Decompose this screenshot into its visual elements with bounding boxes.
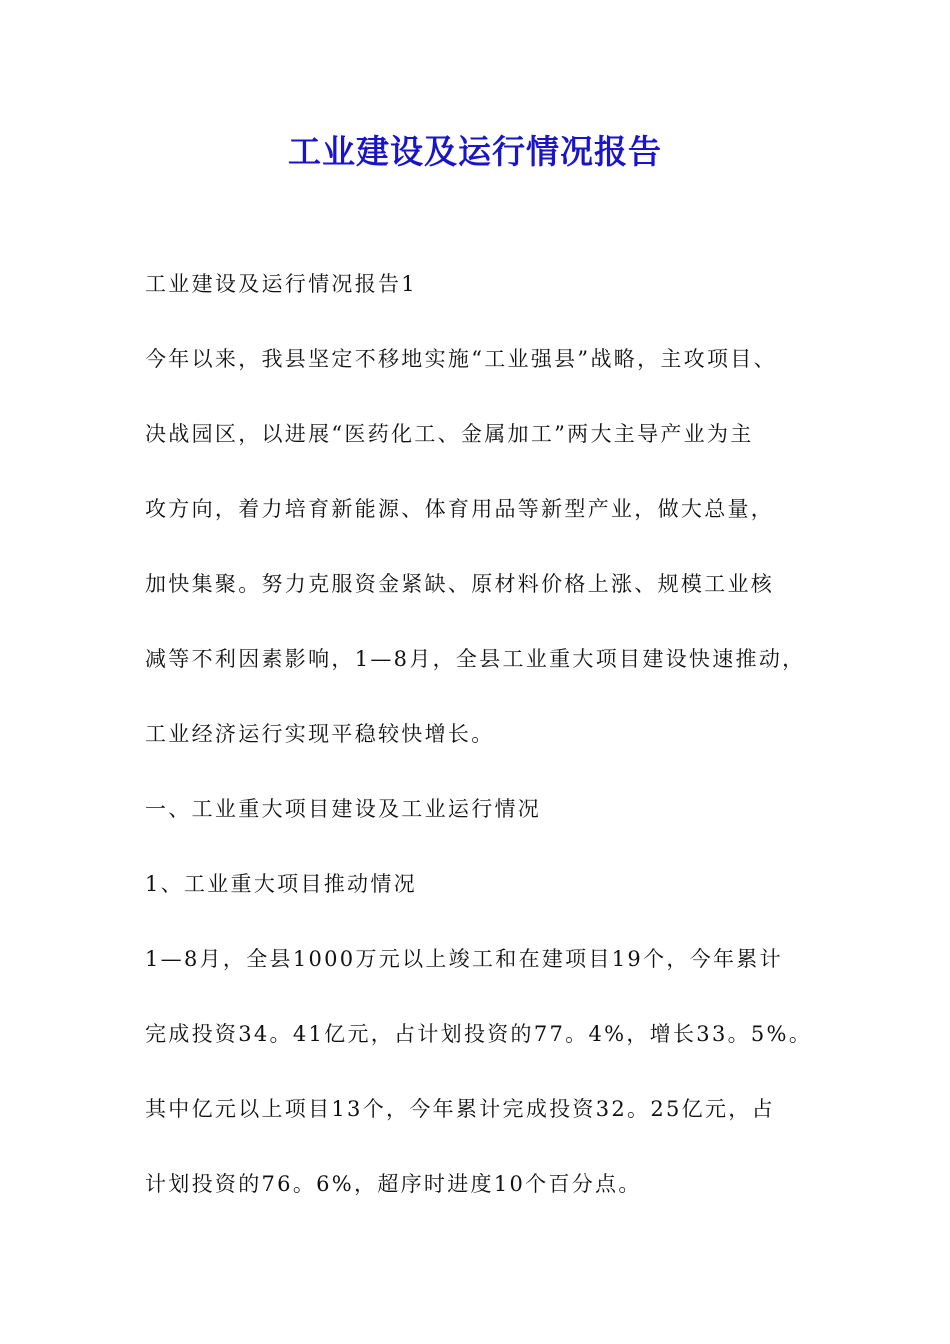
subsection-heading: 1、工业重大项目推动情况 <box>145 872 417 896</box>
document-title: 工业建设及运行情况报告 <box>288 132 662 171</box>
section-heading: 一、工业重大项目建设及工业运行情况 <box>145 797 542 821</box>
paragraph-line: 今年以来，我县坚定不移地实施“工业强县”战略，主攻项目、 <box>145 347 777 371</box>
paragraph-line: 减等不利因素影响，1—8月，全县工业重大项目建设快速推动， <box>145 647 806 671</box>
document-body <box>145 264 835 1239</box>
paragraph-line: 工业经济运行实现平稳较快增长。 <box>145 722 495 746</box>
paragraph-line: 计划投资的76。6%，超序时进度10个百分点。 <box>145 1172 642 1196</box>
paragraph-line: 其中亿元以上项目13个，今年累计完成投资32。25亿元，占 <box>145 1097 775 1121</box>
paragraph-line: 决战园区，以进展“医药化工、金属加工”两大主导产业为主 <box>145 422 754 446</box>
paragraph-line: 1—8月，全县1000万元以上竣工和在建项目19个，今年累计 <box>145 947 783 971</box>
section-heading: 工业建设及运行情况报告1 <box>145 272 417 296</box>
paragraph-line: 攻方向，着力培育新能源、体育用品等新型产业，做大总量， <box>145 497 775 521</box>
paragraph-line: 加快集聚。努力克服资金紧缺、原材料价格上涨、规模工业核 <box>145 572 775 596</box>
paragraph-line: 完成投资34。41亿元，占计划投资的77。4%，增长33。5%。 <box>145 1022 813 1046</box>
